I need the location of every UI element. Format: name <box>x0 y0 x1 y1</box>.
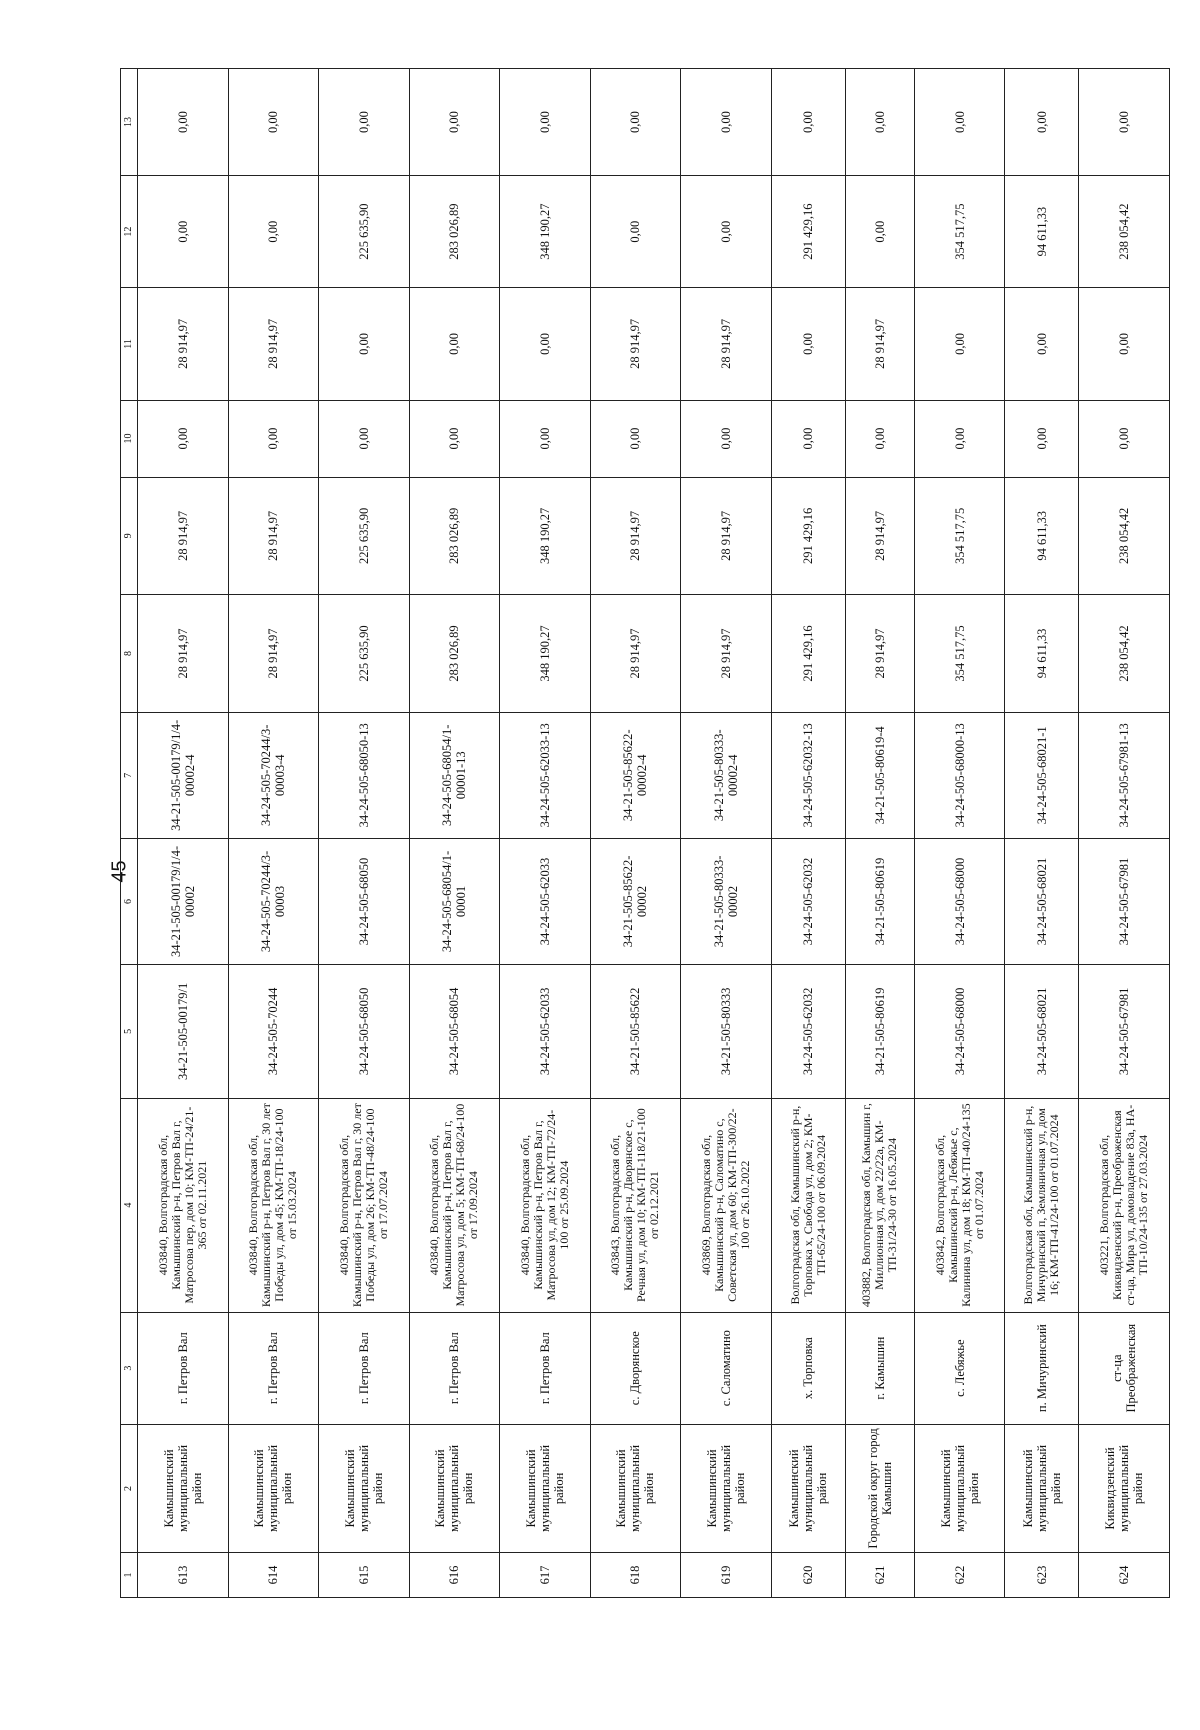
table-cell: 28 914,97 <box>681 477 772 595</box>
table-cell: 0,00 <box>681 176 772 288</box>
table-cell: 0,00 <box>914 400 1005 477</box>
table-cell: 621 <box>845 1553 914 1598</box>
table-cell: 403882, Волгоградская обл, Камышин г, Миллионная ул, дом 22/22а, КМ-ТП-31/24-30 от 16.05.2024 <box>845 1098 914 1312</box>
table-cell: 94 611,33 <box>1005 477 1079 595</box>
column-header: 11 <box>121 288 138 400</box>
table-cell: 34-24-505-62033-13 <box>500 712 591 838</box>
table-cell: 28 914,97 <box>590 595 681 713</box>
table-cell: 94 611,33 <box>1005 176 1079 288</box>
table-cell: х. Торповка <box>771 1312 845 1424</box>
table-cell: 94 611,33 <box>1005 595 1079 713</box>
table-cell: 34-24-505-67981-13 <box>1079 712 1170 838</box>
table-cell: Камышинский муниципальный район <box>590 1424 681 1552</box>
table-cell: 34-21-505-85622 <box>590 965 681 1099</box>
table-cell: 28 914,97 <box>681 288 772 400</box>
table-cell: 28 914,97 <box>138 477 229 595</box>
table-cell: 28 914,97 <box>845 288 914 400</box>
table-cell: 28 914,97 <box>845 595 914 713</box>
table-row <box>590 69 681 1598</box>
table-cell: 403840, Волгоградская обл, Камышинский р-н, Петров Вал г, Матросова ул, дом 12; КМ-ТП-72/24-100 от 25.09.2024 <box>500 1098 591 1312</box>
table-cell: 34-24-505-68021 <box>1005 965 1079 1099</box>
table-cell: 28 914,97 <box>228 477 319 595</box>
table-cell: 34-24-505-68054/1-00001-13 <box>409 712 500 838</box>
table-cell: Камышинский муниципальный район <box>1005 1424 1079 1552</box>
table-cell: Камышинский муниципальный район <box>409 1424 500 1552</box>
column-header: 7 <box>121 712 138 838</box>
table-cell: 34-24-505-62033 <box>500 965 591 1099</box>
table-cell: 34-21-505-00179/1 <box>138 965 229 1099</box>
table-cell: 34-24-505-68000-13 <box>914 712 1005 838</box>
table-cell: 354 517,75 <box>914 595 1005 713</box>
table-row <box>1005 69 1079 1598</box>
table-cell: 34-24-505-67981 <box>1079 965 1170 1099</box>
header-row <box>121 69 138 1598</box>
column-header: 10 <box>121 400 138 477</box>
table-cell: 403221, Волгоградская обл, Киквидзенский р-н, Преображенская ст-ца, Мира ул, домовладение 83а, НА-ТП-10/24-135 от 27.03.2024 <box>1079 1098 1170 1312</box>
table-cell: 34-24-505-68021-1 <box>1005 712 1079 838</box>
table-cell: 34-24-505-68054/1-00001 <box>409 838 500 964</box>
table-cell: 403840, Волгоградская обл, Камышинский р-н, Петров Вал г, 30 лет Победы ул, дом 45; КМ-ТП-18/24-100 от 15.03.2024 <box>228 1098 319 1312</box>
table-cell: Волгоградская обл, Камышинский р-н, Торповка х, Свобода ул, дом 2; КМ-ТП-65/24-100 от 06.09.2024 <box>771 1098 845 1312</box>
table-cell: Киквидзенский муниципальный район <box>1079 1424 1170 1552</box>
column-header: 12 <box>121 176 138 288</box>
table-cell: 348 190,27 <box>500 477 591 595</box>
column-header: 4 <box>121 1098 138 1312</box>
column-header: 1 <box>121 1553 138 1598</box>
table-cell: 34-24-505-62032 <box>771 965 845 1099</box>
column-header: 13 <box>121 69 138 176</box>
table-cell: 34-24-505-68021 <box>1005 838 1079 964</box>
table-row <box>409 69 500 1598</box>
table-cell: 0,00 <box>138 69 229 176</box>
table-cell: Камышинский муниципальный район <box>914 1424 1005 1552</box>
table-cell: 34-24-505-62033 <box>500 838 591 964</box>
table-cell: 620 <box>771 1553 845 1598</box>
table-cell: 0,00 <box>409 69 500 176</box>
table-cell: 619 <box>681 1553 772 1598</box>
table-cell: 0,00 <box>228 69 319 176</box>
column-header: 6 <box>121 838 138 964</box>
table-cell: 0,00 <box>409 400 500 477</box>
table-cell: 225 635,90 <box>319 477 410 595</box>
table-cell: 0,00 <box>319 288 410 400</box>
table-cell: г. Петров Вал <box>500 1312 591 1424</box>
table-cell: 0,00 <box>590 176 681 288</box>
table-cell: 34-24-505-67981 <box>1079 838 1170 964</box>
table-cell: г. Петров Вал <box>409 1312 500 1424</box>
table-cell: 291 429,16 <box>771 595 845 713</box>
table-cell: 348 190,27 <box>500 595 591 713</box>
rotated-table-container <box>120 68 1170 1598</box>
table-cell: 624 <box>1079 1553 1170 1598</box>
table-cell: 34-21-505-80619 <box>845 965 914 1099</box>
table-cell: 34-21-505-80333-00002 <box>681 838 772 964</box>
column-header: 2 <box>121 1424 138 1552</box>
table-cell: 0,00 <box>590 400 681 477</box>
table-row <box>845 69 914 1598</box>
table-cell: 615 <box>319 1553 410 1598</box>
table-cell: 28 914,97 <box>228 595 319 713</box>
table-cell: 0,00 <box>771 69 845 176</box>
table-cell: 34-24-505-68000 <box>914 838 1005 964</box>
table-cell: 0,00 <box>500 288 591 400</box>
table-row <box>771 69 845 1598</box>
table-cell: 291 429,16 <box>771 176 845 288</box>
table-cell: Камышинский муниципальный район <box>500 1424 591 1552</box>
table-row <box>228 69 319 1598</box>
table-row <box>681 69 772 1598</box>
table-cell: с. Дворянское <box>590 1312 681 1424</box>
table-cell: п. Мичуринский <box>1005 1312 1079 1424</box>
table-cell: 0,00 <box>845 69 914 176</box>
table-cell: 0,00 <box>1079 288 1170 400</box>
table-cell: 34-21-505-85622-00002-4 <box>590 712 681 838</box>
table-cell: 34-21-505-00179/1/4-00002-4 <box>138 712 229 838</box>
table-cell: 283 026,89 <box>409 176 500 288</box>
table-cell: Камышинский муниципальный район <box>138 1424 229 1552</box>
table-cell: 34-24-505-70244 <box>228 965 319 1099</box>
table-cell: 0,00 <box>1005 400 1079 477</box>
column-header: 3 <box>121 1312 138 1424</box>
table-row <box>500 69 591 1598</box>
table-cell: 34-24-505-70244/3-00003 <box>228 838 319 964</box>
table-cell: Камышинский муниципальный район <box>771 1424 845 1552</box>
table-cell: 238 054,42 <box>1079 595 1170 713</box>
table-cell: 0,00 <box>1079 69 1170 176</box>
table-cell: 0,00 <box>1005 288 1079 400</box>
table-cell: 0,00 <box>319 400 410 477</box>
column-header: 8 <box>121 595 138 713</box>
table-cell: 283 026,89 <box>409 477 500 595</box>
table-cell: 348 190,27 <box>500 176 591 288</box>
table-cell: 283 026,89 <box>409 595 500 713</box>
table-cell: 34-24-505-62032 <box>771 838 845 964</box>
table-cell: 0,00 <box>228 176 319 288</box>
table-cell: 403842, Волгоградская обл, Камышинский р-н, Лебяжье с, Калинина ул, дом 18; КМ-ТП-40/24-135 от 01.07.2024 <box>914 1098 1005 1312</box>
data-table <box>120 68 1170 1598</box>
table-cell: 0,00 <box>590 69 681 176</box>
table-cell: 34-21-505-00179/1/4-00002 <box>138 838 229 964</box>
table-cell: г. Петров Вал <box>138 1312 229 1424</box>
table-row <box>1079 69 1170 1598</box>
table-cell: 0,00 <box>500 400 591 477</box>
table-cell: с. Саломатино <box>681 1312 772 1424</box>
table-cell: 238 054,42 <box>1079 477 1170 595</box>
table-cell: Городской округ город Камышин <box>845 1424 914 1552</box>
table-cell: 0,00 <box>138 400 229 477</box>
column-header: 5 <box>121 965 138 1099</box>
table-cell: 28 914,97 <box>228 288 319 400</box>
table-cell: 0,00 <box>914 288 1005 400</box>
table-cell: 403843, Волгоградская обл, Камышинский р-н, Дворянское с, Речная ул, дом 10; КМ-ТП-118/21-100 от 02.12.2021 <box>590 1098 681 1312</box>
table-cell: 34-24-505-68050-13 <box>319 712 410 838</box>
table-cell: с. Лебяжье <box>914 1312 1005 1424</box>
table-cell: 34-21-505-80333 <box>681 965 772 1099</box>
table-cell: 238 054,42 <box>1079 176 1170 288</box>
table-cell: 225 635,90 <box>319 595 410 713</box>
table-cell: 28 914,97 <box>681 595 772 713</box>
table-cell: 28 914,97 <box>590 477 681 595</box>
table-cell: 34-24-505-68000 <box>914 965 1005 1099</box>
table-cell: г. Петров Вал <box>228 1312 319 1424</box>
table-cell: 403840, Волгоградская обл, Камышинский р-н, Петров Вал г, 30 лет Победы ул, дом 26; КМ-ТП-48/24-100 от 17.07.2024 <box>319 1098 410 1312</box>
table-cell: 0,00 <box>914 69 1005 176</box>
table-cell: г. Камышин <box>845 1312 914 1424</box>
table-cell: 0,00 <box>1005 69 1079 176</box>
table-cell: Волгоградская обл, Камышинский р-н, Мичуринский п, Земляничная ул, дом 16; КМ-ТП-41/24-100 от 01.07.2024 <box>1005 1098 1079 1312</box>
table-cell: 0,00 <box>1079 400 1170 477</box>
table-cell: 28 914,97 <box>138 595 229 713</box>
table-cell: Камышинский муниципальный район <box>681 1424 772 1552</box>
table-cell: 291 429,16 <box>771 477 845 595</box>
column-header: 9 <box>121 477 138 595</box>
table-cell: 34-24-505-68050 <box>319 838 410 964</box>
table-cell: 623 <box>1005 1553 1079 1598</box>
table-cell: 0,00 <box>681 400 772 477</box>
table-cell: 354 517,75 <box>914 176 1005 288</box>
table-cell: 34-21-505-80619 <box>845 838 914 964</box>
table-cell: 616 <box>409 1553 500 1598</box>
table-cell: 403840, Волгоградская обл, Камышинский р-н, Петров Вал г, Матросова ул, дом 5; КМ-ТП-68/24-100 от 17.09.2024 <box>409 1098 500 1312</box>
table-cell: 0,00 <box>845 176 914 288</box>
table-cell: 622 <box>914 1553 1005 1598</box>
table-cell: г. Петров Вал <box>319 1312 410 1424</box>
table-cell: 0,00 <box>845 400 914 477</box>
table-cell: 614 <box>228 1553 319 1598</box>
table-cell: Камышинский муниципальный район <box>228 1424 319 1552</box>
table-cell: 0,00 <box>228 400 319 477</box>
table-cell: 403840, Волгоградская обл, Камышинский р-н, Петров Вал г, Матросова пер, дом 10; КМ-ТП-24/21-365 от 02.11.2021 <box>138 1098 229 1312</box>
table-cell: 34-24-505-68054 <box>409 965 500 1099</box>
table-cell: 34-21-505-85622-00002 <box>590 838 681 964</box>
table-cell: 613 <box>138 1553 229 1598</box>
table-cell: 618 <box>590 1553 681 1598</box>
table-cell: 34-24-505-62032-13 <box>771 712 845 838</box>
table-cell: ст-ца Преображенская <box>1079 1312 1170 1424</box>
table-cell: 617 <box>500 1553 591 1598</box>
table-cell: 28 914,97 <box>138 288 229 400</box>
table-cell: 0,00 <box>771 400 845 477</box>
table-cell: 0,00 <box>771 288 845 400</box>
table-cell: Камышинский муниципальный район <box>319 1424 410 1552</box>
page-number: 45 <box>108 860 131 883</box>
table-cell: 0,00 <box>500 69 591 176</box>
table-cell: 0,00 <box>409 288 500 400</box>
table-cell: 0,00 <box>138 176 229 288</box>
table-row <box>138 69 229 1598</box>
table-cell: 34-21-505-80619-4 <box>845 712 914 838</box>
table-cell: 225 635,90 <box>319 176 410 288</box>
table-row <box>914 69 1005 1598</box>
table-row <box>319 69 410 1598</box>
table-cell: 0,00 <box>319 69 410 176</box>
table-cell: 354 517,75 <box>914 477 1005 595</box>
table-cell: 34-24-505-70244/3-00003-4 <box>228 712 319 838</box>
table-cell: 28 914,97 <box>590 288 681 400</box>
table-cell: 34-21-505-80333-00002-4 <box>681 712 772 838</box>
table-cell: 34-24-505-68050 <box>319 965 410 1099</box>
table-cell: 28 914,97 <box>845 477 914 595</box>
table-cell: 403869, Волгоградская обл, Камышинский р-н, Саломатино с, Советская ул, дом 60; КМ-ТП-300/22-100 от 26.10.2022 <box>681 1098 772 1312</box>
table-cell: 0,00 <box>681 69 772 176</box>
